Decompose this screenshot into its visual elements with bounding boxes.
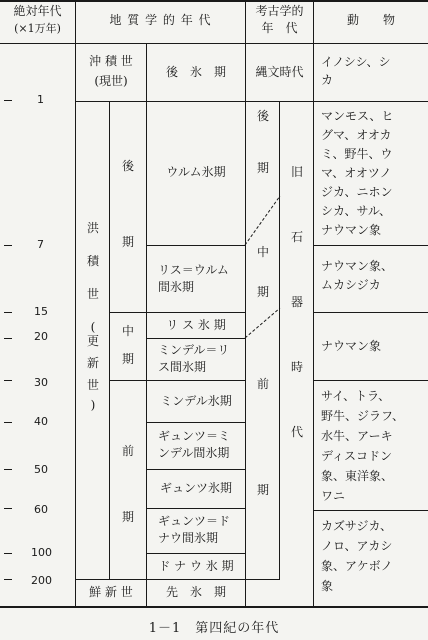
animals-late-pleistocene: マンモス、ヒ グマ、オオカ ミ、野牛、ウ マ、オオツノ ジカ、ニホン シカ、サル、 ナウマン象 [321,109,394,237]
header-archaeological-age: 年 代 [261,21,298,35]
scale-label: 200 [31,574,52,587]
stage-donau: ド ナ ウ 氷 期 [158,559,234,573]
stage-pre-glacial: 先 氷 期 [165,585,226,599]
epoch-holocene: 沖 積 世 [89,54,133,68]
scale-label: 7 [37,238,44,251]
animals-early-pleistocene: サイ、トラ、 野牛、ジラフ、 水牛、アーキ ディスコドン 象、東洋象、 ワニ [321,389,405,503]
scale-label: 60 [34,503,48,516]
header-geologic-age: 地 質 学 的 年 代 [109,13,212,27]
archaeology-early: 前 期 [256,377,269,497]
animals-riss-wurm: ナウマン象、 ムカシジカ [321,259,394,292]
archaeology-paleolithic: 旧 石 器 時 代 [290,165,303,439]
scale-tick [4,100,12,101]
scale-label: 30 [34,376,48,389]
scale-label: 20 [34,330,48,343]
pleistocene-early: 前 期 [121,444,134,524]
stage-mindel-riss-interglacial: ミンデル＝リ ス間氷期 [158,343,230,374]
scale-label: 40 [34,415,48,428]
archaeology-jomon: 縄文時代 [255,65,304,79]
animals-middle-pleistocene: ナウマン象 [321,339,382,353]
scale-tick [4,312,12,313]
header-archaeological: 考古学的 [255,4,304,18]
stage-donau-gunz-interglacial: ギュンツ＝ド ナウ間氷期 [158,514,231,545]
scale-tick [4,508,12,509]
animals-donau-gunz: カズサジカ、 ノロ、アカシ 象、アケボノ 象 [321,519,393,593]
pleistocene-late: 後 期 [121,159,134,249]
scale-tick [4,553,12,554]
scale-tick [4,469,12,470]
stage-mindel: ミンデル氷期 [160,394,232,408]
scale-label: 1 [37,93,44,106]
scale-tick [4,338,12,339]
figure-caption: 1－1 第四紀の年代 [148,621,280,636]
header-unit: (×1万年) [14,22,61,35]
epoch-holocene-alt: (現世) [94,74,128,88]
animals-holocene: イノシシ、シ カ [321,55,391,87]
scale-tick [4,380,12,381]
stage-postglacial: 後 氷 期 [165,65,226,79]
scale-label: 100 [31,546,52,559]
scale-tick [4,422,12,423]
pleistocene-middle: 中 期 [121,324,134,366]
epoch-pliocene: 鮮 新 世 [89,585,133,599]
stage-riss-wurm-interglacial: リス＝ウルム 間氷期 [158,263,229,294]
stage-gunz-mindel-interglacial: ギュンツ＝ミ ンデル間氷期 [158,429,231,460]
archaeology-late: 後 期 [256,109,269,175]
scale-tick [4,245,12,246]
scale-label: 50 [34,463,48,476]
stage-riss: リ ス 氷 期 [166,318,226,332]
stage-wurm: ウルム氷期 [166,165,226,179]
header-absolute-age: 絶対年代 [13,4,62,18]
stage-gunz: ギュンツ氷期 [159,481,232,495]
scale-label: 15 [34,305,48,318]
archaeology-middle: 中 期 [256,245,269,299]
scale-tick [4,579,12,580]
epoch-pleistocene: 洪 積 世 ( 更 新 世 ) [86,221,99,412]
header-animals: 動 物 [346,13,395,27]
